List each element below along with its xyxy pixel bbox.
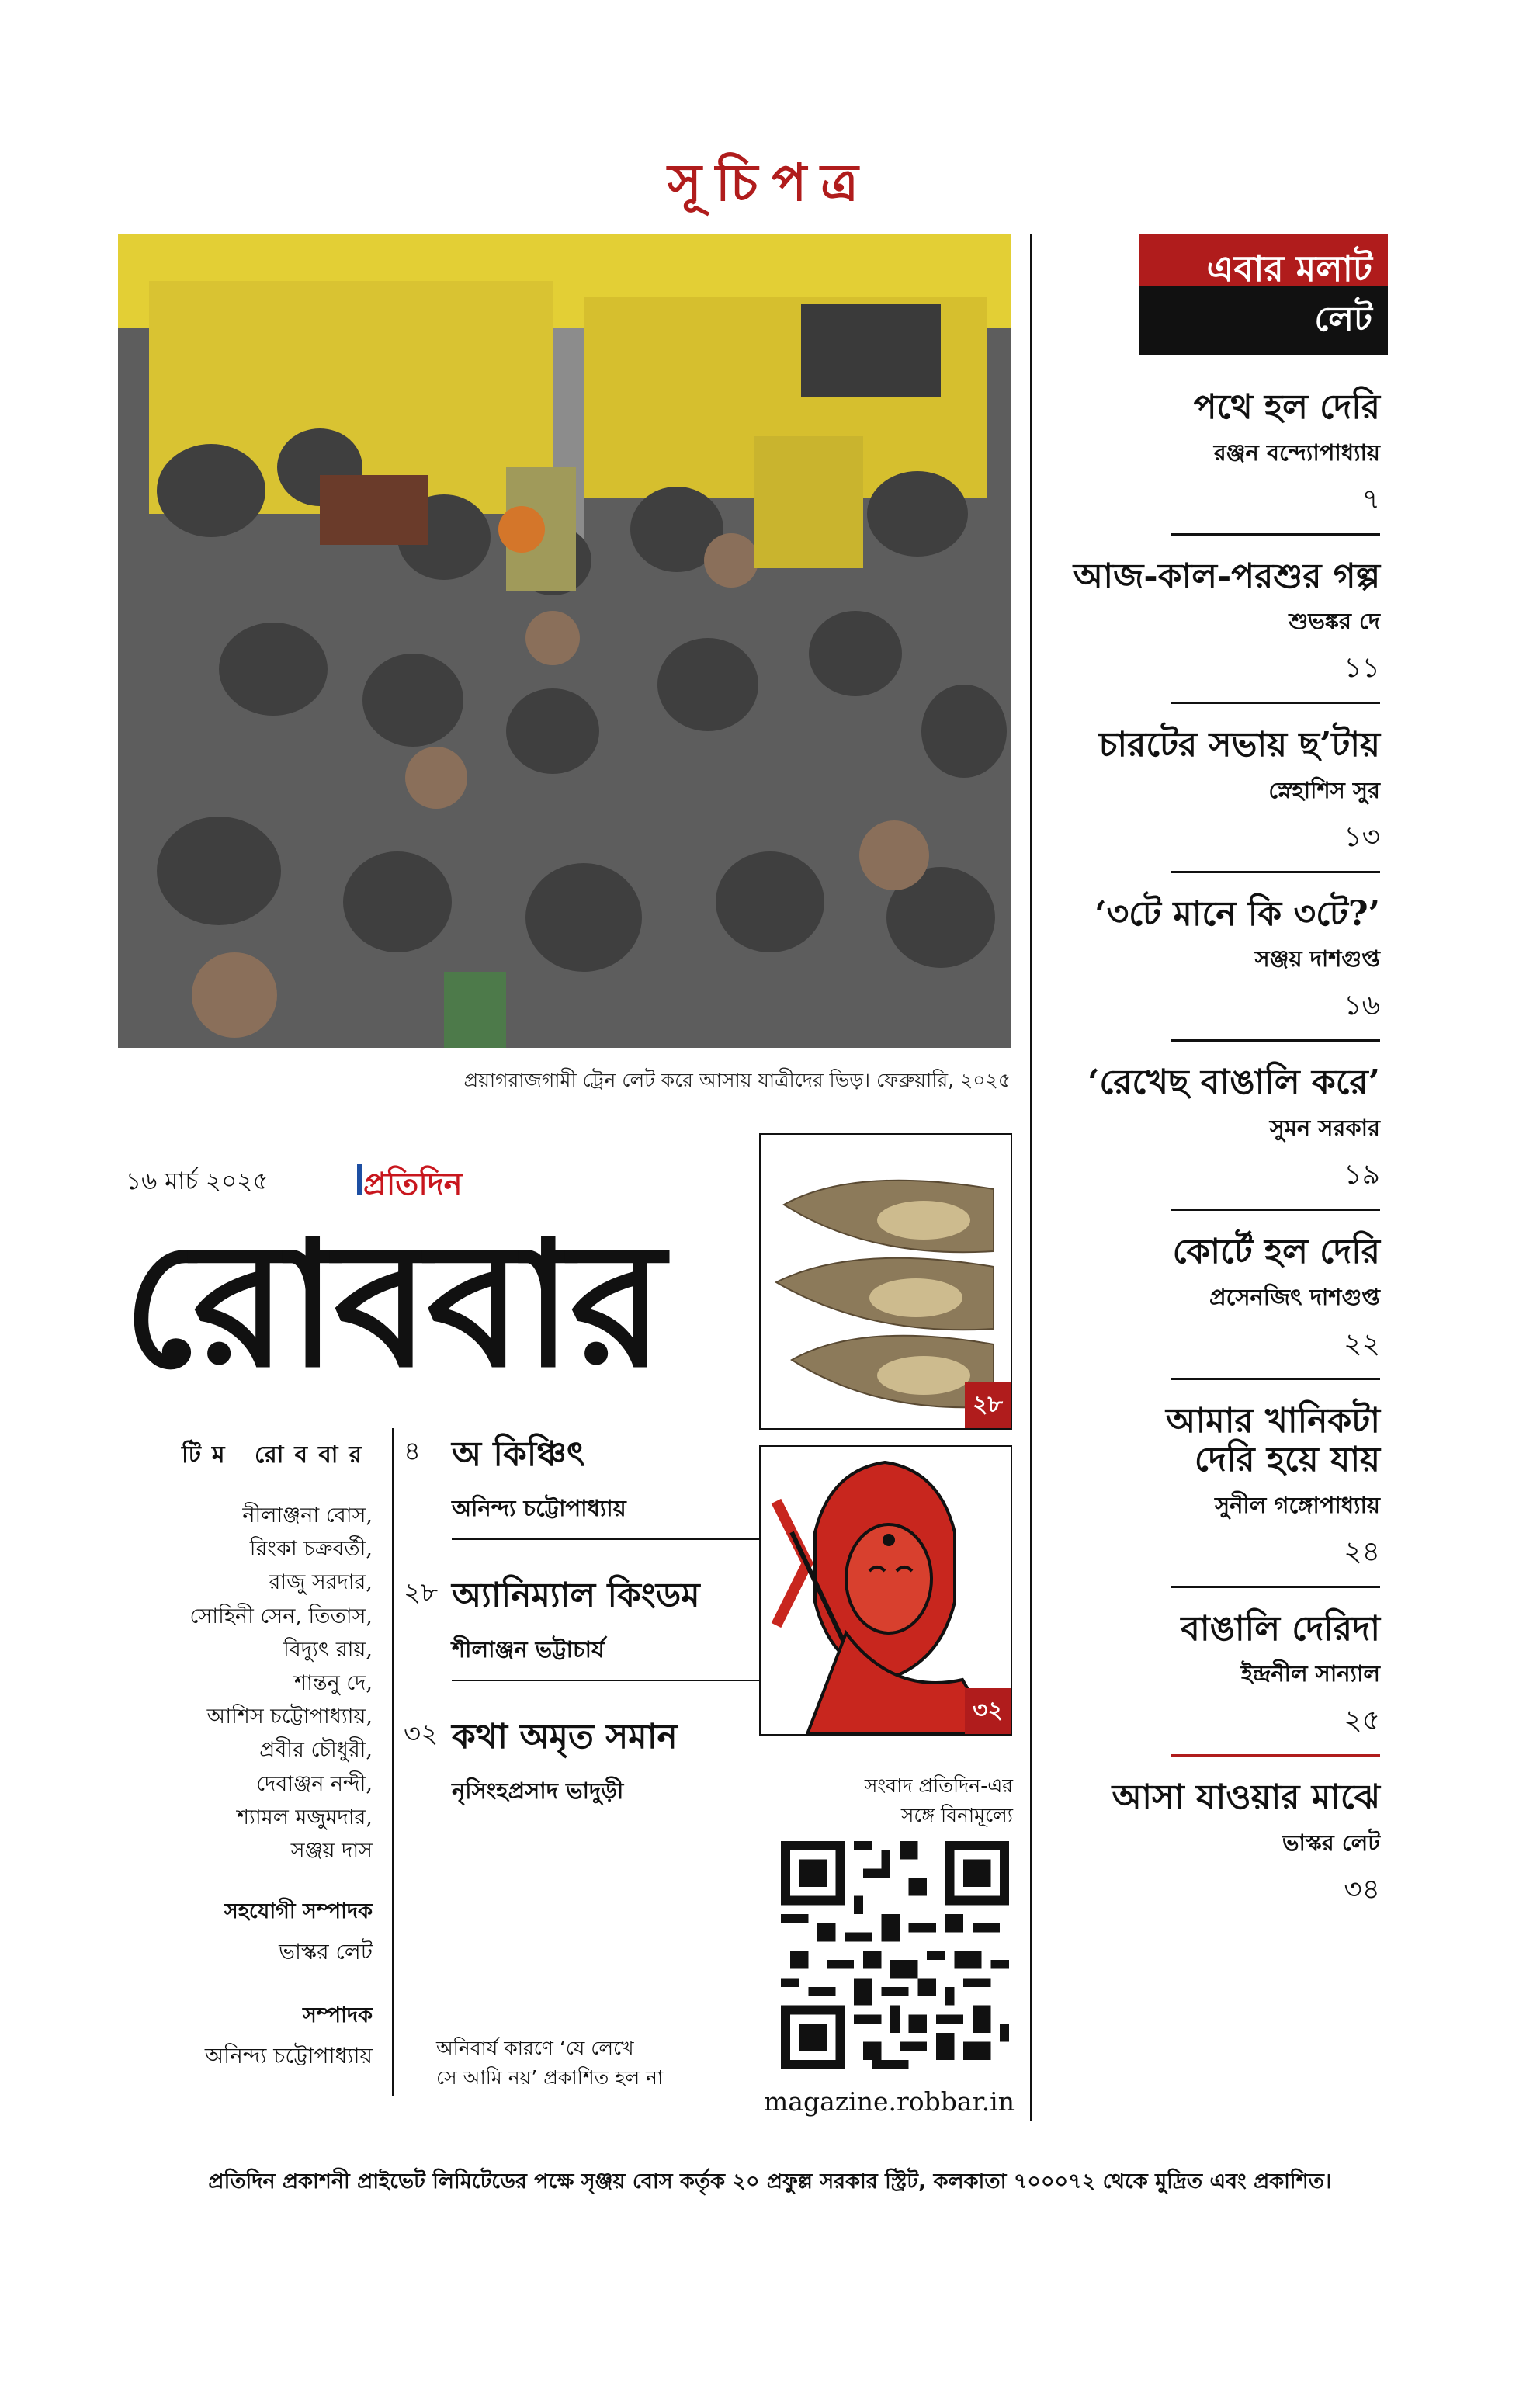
team-members: নীলাঞ্জনা বোস, রিংকা চক্রবর্তী, রাজু সরদার, সোহিনী সেন, তিতাস, বিদ্যুৎ রায়, শান্তনু দে, আশিস চট্টোপাধ্যায়, প্রবীর চৌধুরী, দেবাঞ্জন নন্দী, শ্যামল মজুমদার, সঞ্জয় দাস (189, 1503, 373, 1863)
toc-page: ২২ (1344, 1327, 1380, 1360)
toc-title: আজ-কাল-পরশুর গল্প (1073, 556, 1380, 596)
photo-caption: প্রয়াগরাজগামী ট্রেন লেট করে আসায় যাত্রীদের ভিড়। ফেব্রুয়ারি, ২০২৫ (463, 1069, 1011, 1091)
brand-logo-bar (357, 1164, 362, 1195)
cover-story-label: এবার মলাট (1139, 234, 1388, 286)
cover-story-topic: লেট (1139, 286, 1388, 355)
issue-date: ১৬ মার্চ ২০২৫ (126, 1167, 269, 1195)
toc-author: সুমন সরকার (1269, 1114, 1380, 1141)
toc-divider (1171, 1039, 1380, 1042)
free-supplement-note: সংবাদ প্রতিদিন-এর সঙ্গে বিনামূল্যে (864, 1774, 1013, 1826)
toc-author: স্নেহাশিস সুর (1268, 776, 1380, 803)
section-author: অনিন্দ্য চট্টোপাধ্যায় (452, 1491, 768, 1540)
toc-divider (1171, 1754, 1380, 1757)
toc-title: বাঙালি দেরিদা (1181, 1608, 1380, 1649)
toc-divider (1171, 533, 1380, 536)
thumbnail-page: ৩২ (965, 1688, 1011, 1734)
toc-title: আসা যাওয়ার মাঝে (1112, 1777, 1380, 1818)
section-item[interactable] (404, 1569, 768, 1681)
page-title: সূচিপত্র (668, 152, 872, 213)
section-page: ৩২ (404, 1718, 439, 1750)
toc-divider (1171, 871, 1380, 873)
toc-divider (1171, 702, 1380, 704)
toc-divider (1171, 1378, 1380, 1380)
toc-author: সঞ্জয় দাশগুপ্ত (1254, 945, 1380, 973)
toc-title: ‘রেখেছ বাঙালি করে’ (1087, 1063, 1380, 1103)
toc-page: ১৯ (1344, 1158, 1380, 1191)
toc-entry[interactable] (945, 557, 1380, 694)
magazine-title: রোববার (123, 1204, 662, 1406)
toc-title: ‘৩টে মানে কি ৩টে?’ (1094, 893, 1380, 934)
toc-page: ২৫ (1344, 1705, 1380, 1737)
toc-title: কোর্টে হল দেরি (1172, 1231, 1380, 1271)
notice-text: অনিবার্য কারণে ‘যে লেখে সে আমি নয়’ প্রকাশিত হল না (436, 2037, 664, 2089)
toc-author: ইন্দ্রনীল সান্যাল (1240, 1660, 1380, 1687)
toc-page: ১৬ (1344, 990, 1380, 1022)
toc-title: আমার খানিকটা দেরি হয়ে যায় (1165, 1400, 1380, 1480)
section-title: অ্যানিম্যাল কিংডম (452, 1576, 700, 1615)
regular-sections (404, 1428, 768, 1850)
imprint-footer: প্রতিদিন প্রকাশনী প্রাইভেট লিমিটেডের পক্ষে সৃঞ্জয় বোস কর্তৃক ২০ প্রফুল্ল সরকার স্ট্রিট, কলকাতা ৭০০০৭২ থেকে মুদ্রিত এবং প্রকাশিত। (208, 2169, 1332, 2194)
editor-name: অনিন্দ্য চট্টোপাধ্যায় (204, 2043, 373, 2069)
cover-story-banner (1139, 234, 1388, 355)
brand-logo: প্রতিদিন (363, 1167, 463, 1202)
section-title: অ কিঞ্চিৎ (452, 1434, 585, 1474)
toc-page: ১৩ (1344, 820, 1380, 853)
section-item[interactable] (404, 1428, 768, 1540)
toc-title: পথে হল দেরি (1193, 387, 1380, 427)
qr-code[interactable] (781, 1841, 1009, 2069)
toc-page: ১১ (1344, 652, 1380, 685)
section-title: কথা অমৃত সমান (452, 1717, 678, 1757)
birds-thumbnail[interactable] (759, 1133, 1012, 1430)
toc-divider (1171, 1209, 1380, 1211)
toc-page: ৩৪ (1344, 1873, 1380, 1906)
crowd-train-photo (118, 234, 1011, 1048)
toc-title: চারটের সভায় ছ’টায় (1098, 725, 1380, 765)
section-author: নৃসিংহপ্রসাদ ভাদুড়ী (452, 1777, 624, 1804)
toc-author: সুনীল গঙ্গোপাধ্যায় (1214, 1491, 1380, 1518)
toc-author: শুভঙ্কর দে (1289, 608, 1380, 635)
thumbnail-page: ২৮ (965, 1382, 1011, 1428)
assoc-editor-name: ভাস্কর লেট (279, 1939, 373, 1965)
assoc-editor-label: সহযোগী সম্পাদক (224, 1899, 373, 1924)
toc-author: ভাস্কর লেট (1282, 1829, 1380, 1856)
website-url[interactable]: magazine.robbar.in (764, 2086, 1015, 2117)
toc-page: ৭ (1361, 483, 1380, 515)
art-thumbnail[interactable] (759, 1445, 1012, 1736)
cover-photo (118, 234, 1011, 1048)
section-page: ৪ (404, 1436, 421, 1467)
toc-entry[interactable] (945, 895, 1380, 1032)
toc-author: রঞ্জন বন্দ্যোপাধ্যায় (1213, 439, 1380, 466)
toc-page: ২৪ (1344, 1535, 1380, 1568)
team-heading: টিম রোববার (182, 1441, 373, 1469)
qr-code-icon (781, 1841, 1009, 2069)
editor-label: সম্পাদক (302, 2003, 373, 2028)
toc-entry[interactable] (945, 726, 1380, 862)
section-author: শীলাঞ্জন ভট্টাচার্য (452, 1632, 768, 1681)
toc-divider (1171, 1586, 1380, 1588)
section-item[interactable] (404, 1711, 768, 1821)
team-credits (124, 1436, 373, 2076)
toc-entry[interactable] (945, 388, 1380, 525)
team-divider (392, 1428, 394, 2096)
toc-author: প্রসেনজিৎ দাশগুপ্ত (1209, 1283, 1380, 1310)
section-page: ২৮ (404, 1577, 439, 1608)
